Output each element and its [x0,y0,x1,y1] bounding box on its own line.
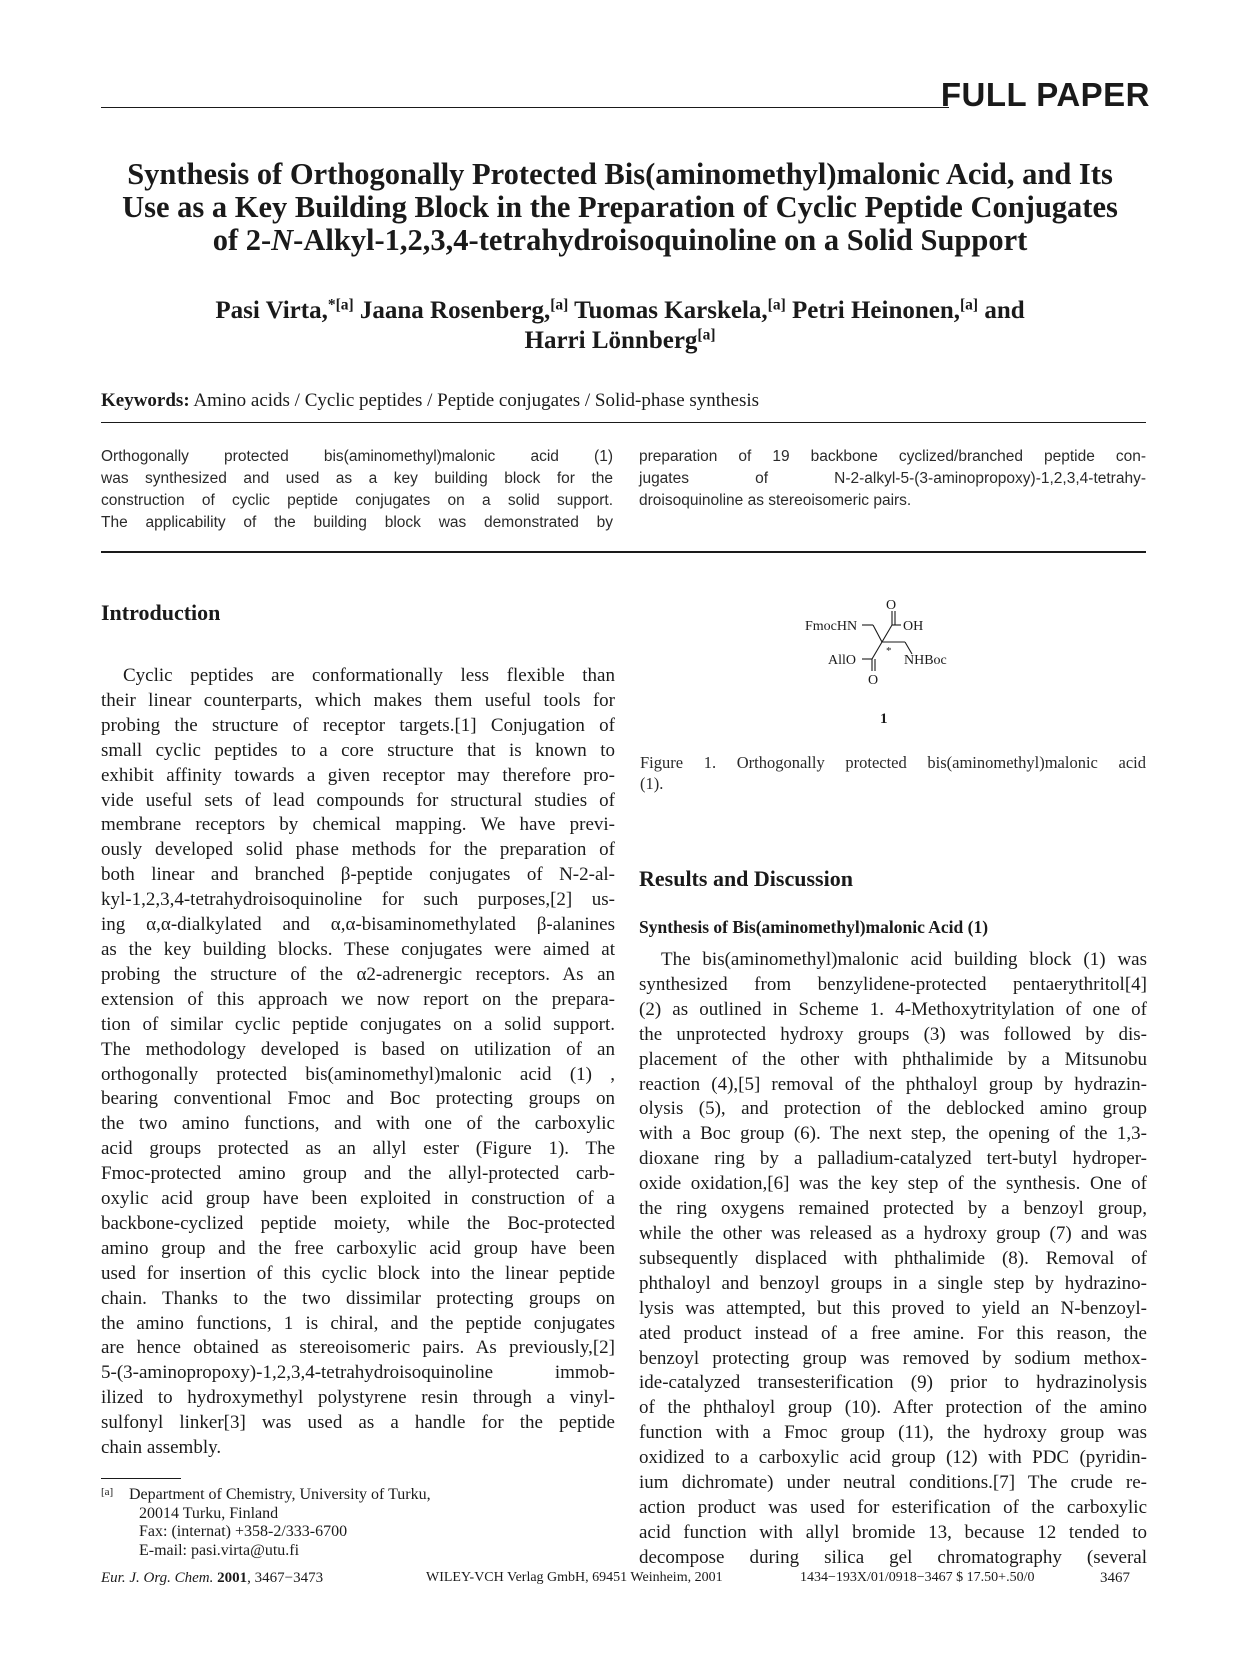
author-list [100,296,1140,356]
body-line: of the phthaloyl group (10). After protection of the amino [639,1397,1147,1419]
affiliation-footnote [101,1486,431,1560]
body-line: oxidized to a carboxylic acid group (12) with PDC (pyridin- [639,1447,1147,1469]
body-line: benzoyl protecting group was removed by sodium methox- [639,1347,1147,1369]
body-line: action product was used for esterification of the carboxylic [639,1496,1147,1518]
body-line: lysis was attempted, but this proved to yield an N-benzoyl- [639,1297,1147,1319]
body-line: dioxane ring by a palladium-catalyzed tert-butyl hydroper- [639,1148,1147,1170]
body-line: oxylic acid group have been exploited in construction of a [101,1188,615,1210]
body-line: the ring oxygens remained protected by a benzoyl group, [639,1198,1147,1220]
body-line: chain. Thanks to the two dissimilar protecting groups on [101,1287,615,1309]
body-line: olysis (5), and protection of the deblocked amino group [639,1098,1147,1120]
body-line: probing the structure of the α2-adrenergic receptors. As an [101,963,615,985]
results-heading: Results and Discussion [639,866,853,891]
body-line: exhibit affinity towards a given receptor may therefore pro- [101,764,615,786]
body-line: their linear counterparts, which makes them useful tools for [101,689,615,711]
affiliation-mark: *[a] [327,296,354,314]
body-line: reaction (4),[5] removal of the phthaloyl group by hydrazin- [639,1073,1147,1095]
label-oxygen-top: O [886,598,897,613]
body-line: function with a Fmoc group (11), the hydroxy group was [639,1422,1147,1444]
body-line: the amino functions, 1 is chiral, and the peptide conjugates [101,1312,615,1334]
abstract-right [639,446,1146,512]
body-line: ilized to hydroxymethyl polystyrene resin through a vinyl- [101,1387,615,1409]
abstract-line: droisoquinoline as stereoisomeric pairs. [639,492,912,509]
title-line: of 2-N-Alkyl-1,2,3,4-tetrahydroisoquinoline on a Solid Support [212,223,1028,257]
abstract-rule [101,551,1146,553]
label-oxygen-bottom: O [868,673,879,688]
figure-caption [640,752,1146,794]
affiliation-mark: [a] [767,296,786,314]
body-line: sulfonyl linker[3] was used as a handle for the peptide [101,1412,615,1434]
publisher-line: WILEY-VCH Verlag GmbH, 69451 Weinheim, 2001 [426,1570,723,1585]
caption-line: (1). [640,774,664,793]
label-allo: AllO [828,653,856,668]
introduction-heading: Introduction [101,600,221,625]
body-line: bearing conventional Fmoc and Boc protecting groups on [101,1088,615,1110]
author-name: Harri Lönnberg [524,327,698,354]
body-line: oxide oxidation,[6] was the key step of the synthesis. One of [639,1173,1147,1195]
author-name: Jaana Rosenberg, [359,297,551,324]
abstract-line: Orthogonally protected bis(aminomethyl)malonic acid (1) [101,448,613,465]
keywords [101,390,1141,412]
body-line: ously developed solid phase methods for the preparation of [101,839,615,861]
body-line: extension of this approach we now report on the prepara- [101,988,615,1010]
author-name: Tuomas Karskela, [574,297,768,324]
affiliation-mark: [a] [960,296,979,314]
abstract-left [101,446,613,534]
body-line: Fmoc-protected amino group and the allyl-protected carb- [101,1163,615,1185]
body-line: The methodology developed is based on utilization of an [101,1038,615,1060]
body-line: ated product instead of a free amine. For this reason, the [639,1322,1147,1344]
body-line: 5-(3-aminopropoxy)-1,2,3,4-tetrahydroisoquinoline immob- [101,1362,615,1384]
body-line: kyl-1,2,3,4-tetrahydroisoquinoline for such purposes,[2] us- [101,889,615,911]
footnote-line[interactable]: E-mail: pasi.virta@utu.fi [139,1541,300,1559]
body-line: amino group and the free carboxylic acid group have been [101,1237,615,1259]
label-fmochn: FmocHN [805,619,858,634]
title-line: Use as a Key Building Block in the Preparation of Cyclic Peptide Conjugates [122,190,1118,224]
body-line: tion of similar cyclic peptide conjugates on a solid support. [101,1013,615,1035]
section-label: FULL PAPER [940,76,1150,113]
body-line: phthaloyl and benzoyl groups in a single step by hydrazino- [639,1272,1147,1294]
body-line: both linear and branched β-peptide conjugates of N-2-al- [101,864,615,886]
keywords-text: Amino acids / Cyclic peptides / Peptide conjugates / Solid-phase synthesis [193,390,760,411]
abstract-line: was synthesized and used as a key building block for the [101,470,613,487]
author-line [100,326,1140,356]
caption-line: Figure 1. Orthogonally protected bis(aminomethyl)malonic acid [640,753,1146,772]
body-line: used for insertion of this cyclic block into the linear peptide [101,1262,615,1284]
journal-name: Eur. J. Org. Chem. [101,1570,214,1586]
body-line: The bis(aminomethyl)malonic acid building block (1) was [661,949,1147,970]
body-line: Cyclic peptides are conformationally less flexible than [123,665,615,686]
journal-citation [101,1570,323,1587]
results-body [639,948,1147,1571]
body-line: while the other was released as a hydroxy group (7) and was [639,1222,1147,1244]
compound-structure [800,596,1000,736]
footnote-mark: [a] [101,1486,114,1498]
affiliation-mark: [a] [697,326,716,344]
label-oh: OH [903,619,924,634]
body-line: with a Boc group (6). The next step, the opening of the 1,3- [639,1123,1147,1145]
body-line: subsequently displaced with phthalimide (8). Removal of [639,1247,1147,1269]
abstract-line: preparation of 19 backbone cyclized/branched peptide con- [639,448,1146,465]
title-line: Synthesis of Orthogonally Protected Bis(aminomethyl)malonic Acid, and Its [127,157,1113,191]
paper-title [100,158,1140,257]
body-line: synthesized from benzylidene-protected pentaerythritol[4] [639,973,1147,995]
abstract-line: The applicability of the building block was demonstrated by [101,514,613,531]
journal-pages: , 3467−3473 [247,1570,324,1586]
author-name: Pasi Virta, [215,297,328,324]
issn-line: 1434−193X/01/0918−3467 $ 17.50+.50/0 [800,1570,1035,1585]
author-conjunction: and [984,297,1025,324]
introduction-body [101,664,615,1461]
body-line: the unprotected hydroxy groups (3) was followed by dis- [639,1023,1147,1045]
body-line: backbone-cyclized peptide moiety, while the Boc-protected [101,1212,615,1234]
body-line: ing α,α-dialkylated and α,α-bisaminomethylated β-alanines [101,914,615,936]
body-line: small cyclic peptides to a core structure that is known to [101,739,615,761]
body-line: are hence obtained as stereoisomeric pairs. As previously,[2] [101,1337,615,1359]
label-stereocenter: * [886,645,892,657]
author-name: Petri Heinonen, [791,297,961,324]
body-line: as the key building blocks. These conjugates were aimed at [101,938,615,960]
body-line: the two amino functions, and with one of the carboxylic [101,1113,615,1135]
affiliation-mark: [a] [550,296,569,314]
body-line: placement of the other with phthalimide by a Mitsunobu [639,1048,1147,1070]
body-line: orthogonally protected bis(aminomethyl)malonic acid (1) , [101,1063,615,1085]
footnote-rule [101,1478,181,1479]
footnote-line: Department of Chemistry, University of Turku, [129,1486,431,1503]
body-line: vide useful sets of lead compounds for structural studies of [101,789,615,811]
keywords-label: Keywords: [101,390,190,411]
abstract-line: construction of cyclic peptide conjugates on a solid support. [101,492,613,509]
footnote-line: 20014 Turku, Finland [139,1504,279,1522]
abstract-line: jugates of N-2-alkyl-5-(3-aminopropoxy)-1,2,3,4-tetrahy- [639,470,1146,487]
body-line: membrane receptors by chemical mapping. We have previ- [101,814,615,836]
body-line: acid function with allyl bromide 13, because 12 tended to [639,1521,1147,1543]
footnote-line: Fax: (internat) +358-2/333-6700 [139,1523,348,1540]
body-line: (2) as outlined in Scheme 1. 4-Methoxytritylation of one of [639,998,1147,1020]
keywords-rule [101,422,1146,423]
label-nhboc: NHBoc [904,653,947,668]
body-line: acid groups protected as an allyl ester (Figure 1). The [101,1138,615,1160]
results-subheading: Synthesis of Bis(aminomethyl)malonic Acid (1) [639,917,989,937]
body-line: probing the structure of receptor targets.[1] Conjugation of [101,714,615,736]
journal-year: 2001 [217,1570,248,1586]
body-line: ium dichromate) under neutral conditions.[7] The crude re- [639,1472,1147,1494]
compound-number: 1 [880,711,888,727]
body-line: ide-catalyzed transesterification (9) prior to hydrazinolysis [639,1372,1147,1394]
author-line [100,296,1140,326]
body-line: decompose during silica gel chromatography (several [639,1546,1147,1568]
body-line: chain assembly. [101,1437,222,1459]
header-rule [101,107,949,108]
page-number: 3467 [1100,1570,1130,1586]
